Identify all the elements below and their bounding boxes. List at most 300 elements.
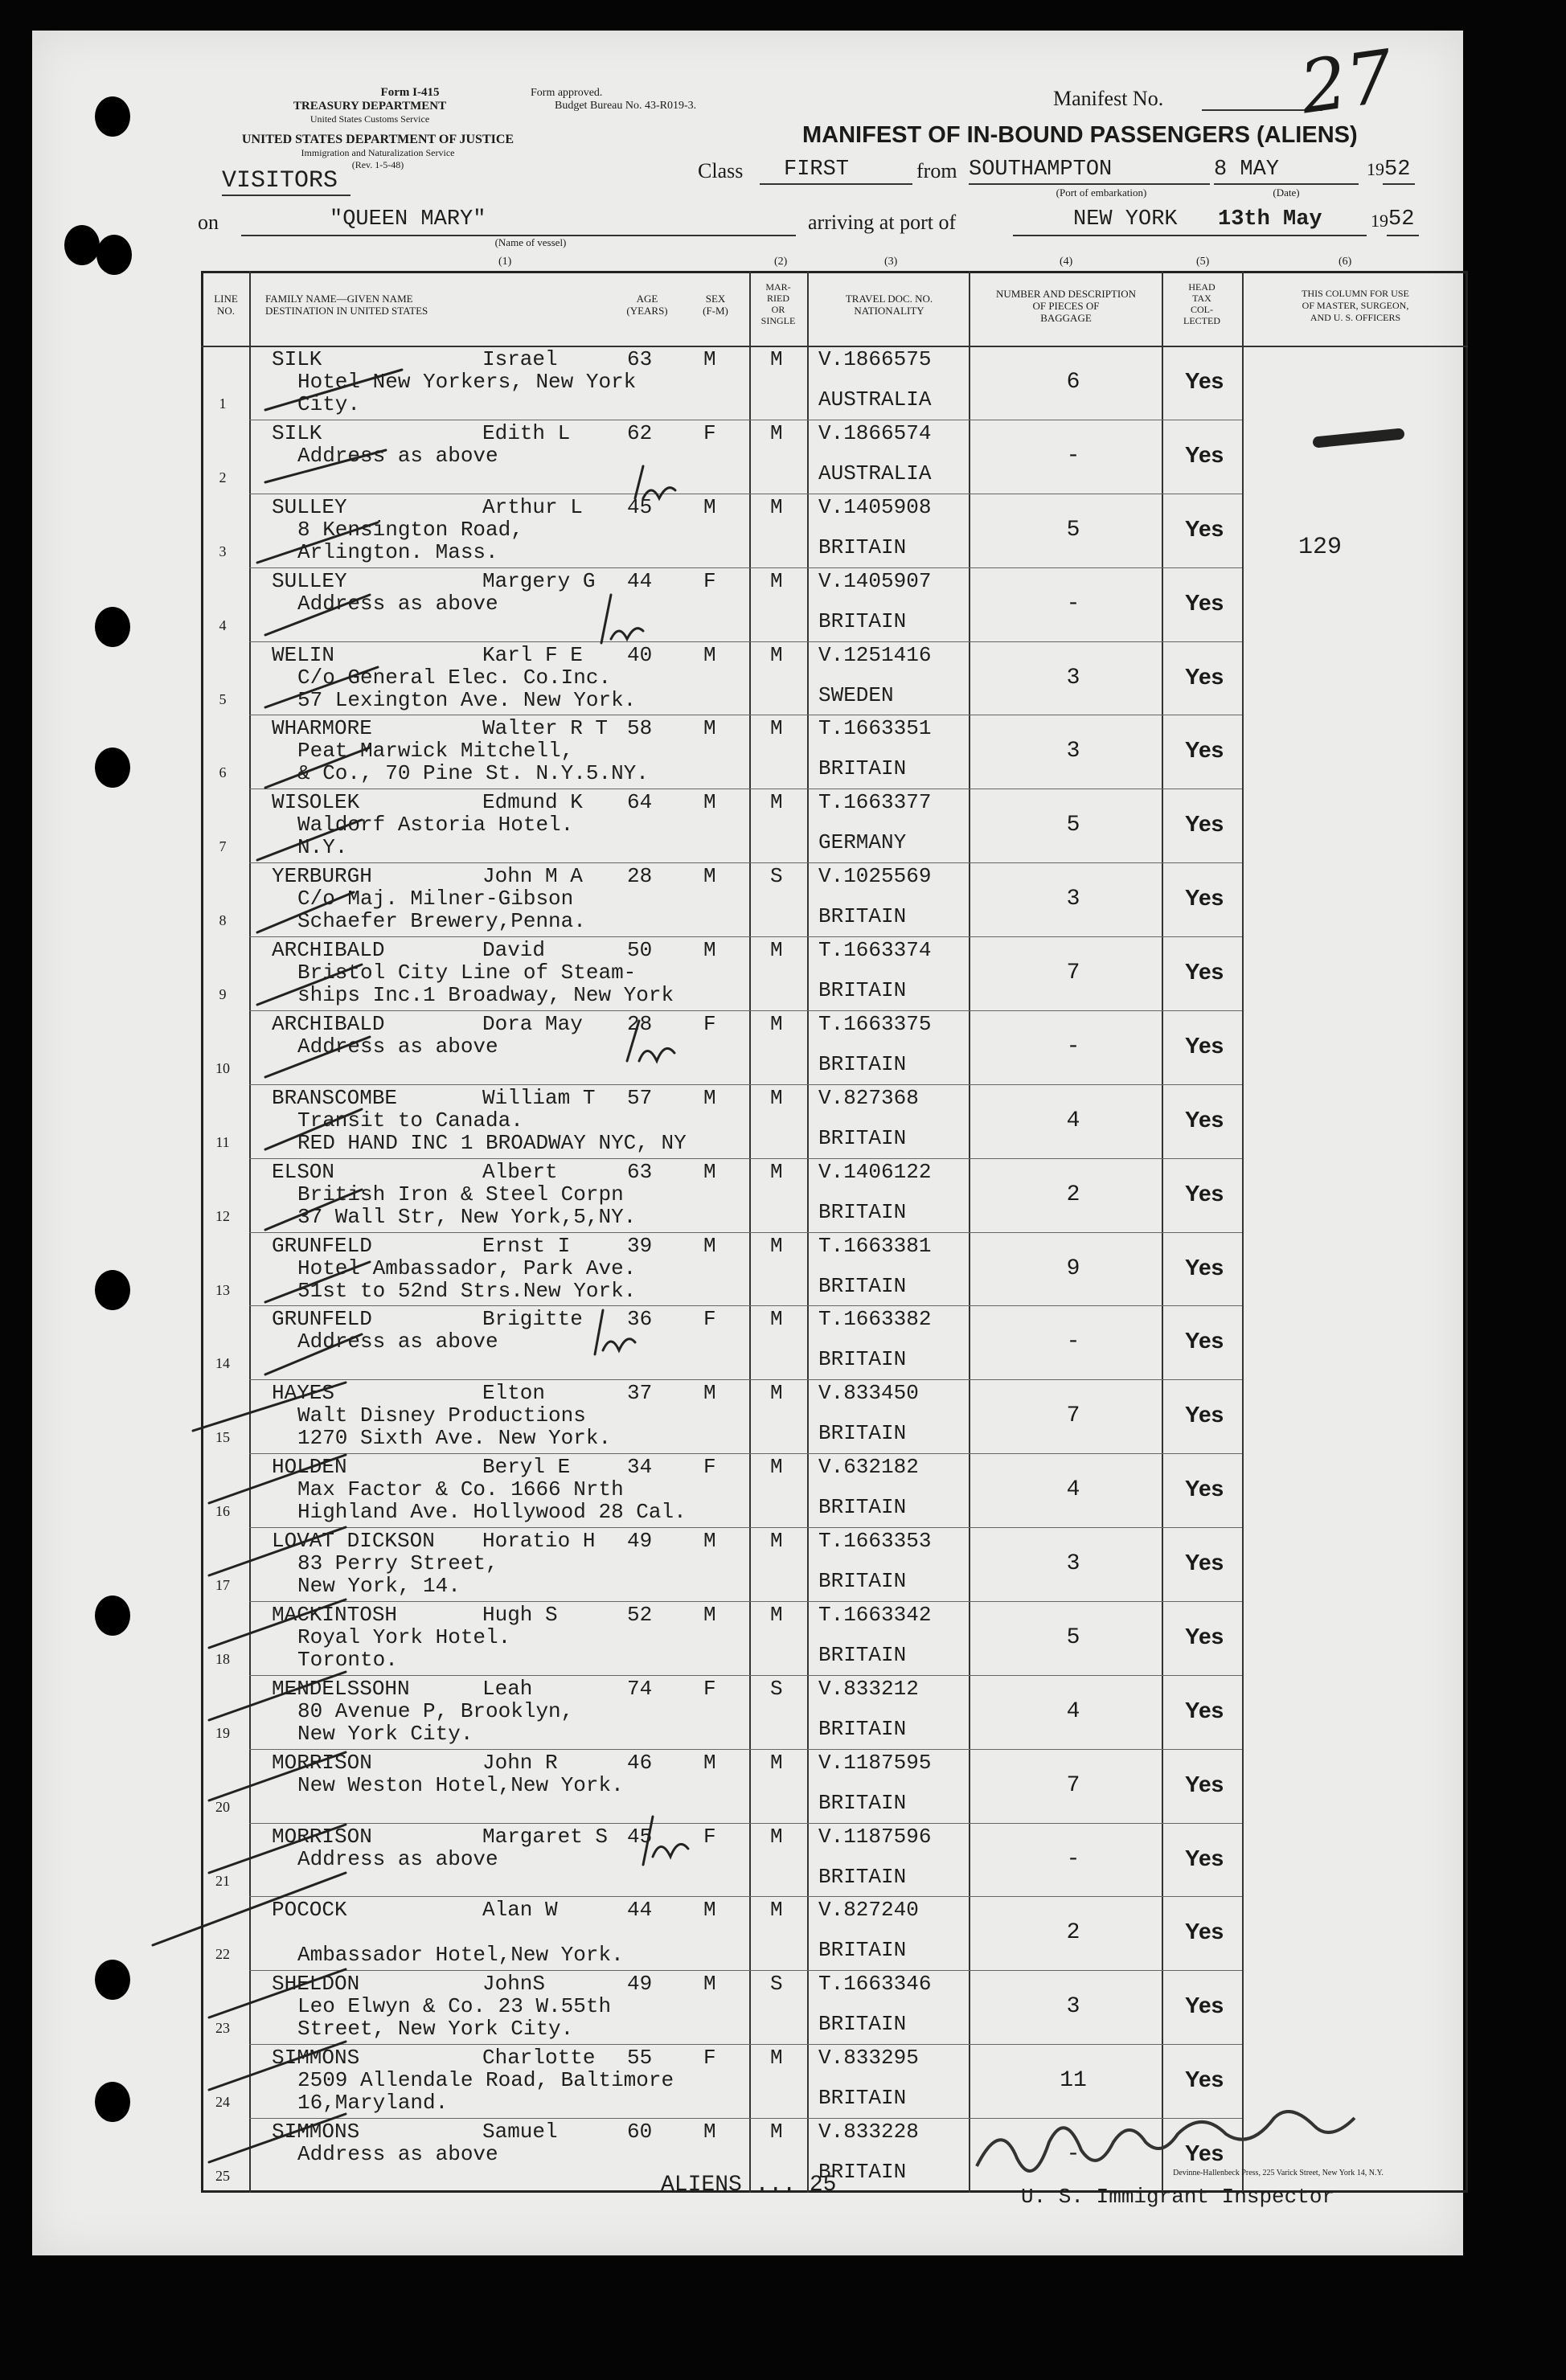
baggage-count: - (1066, 1329, 1080, 1355)
address-line-1: Address as above (297, 2142, 498, 2167)
age: 55 (627, 2046, 653, 2071)
sex: M (703, 1898, 716, 1923)
head-tax-collected: Yes (1184, 1919, 1224, 1944)
line-number: 2 (219, 469, 227, 485)
nationality: AUSTRALIA (818, 387, 932, 412)
header-age: AGE (YEARS) (626, 293, 668, 317)
header-baggage: NUMBER AND DESCRIPTION OF PIECES OF BAGGAGE (995, 288, 1137, 324)
revision: (Rev. 1-5-48) (351, 159, 404, 170)
baggage-count: 5 (1066, 517, 1080, 543)
head-tax-collected: Yes (1184, 959, 1224, 985)
address-line-2: ships Inc.1 Broadway, New York (297, 983, 674, 1008)
address-line-1: Address as above (297, 1846, 498, 1871)
given-name: Margaret S (482, 1824, 609, 1849)
address-line-1: Bristol City Line of Steam- (297, 961, 637, 985)
head-tax-collected: Yes (1184, 1402, 1224, 1428)
given-name: John M A (482, 864, 583, 889)
sex: M (703, 1602, 716, 1627)
address-line-1: New Weston Hotel,New York. (297, 1772, 624, 1797)
address-line-1: British Iron & Steel Corpn (297, 1182, 624, 1206)
head-tax-collected: Yes (1184, 589, 1224, 615)
travel-doc-number: V.833450 (818, 1381, 919, 1406)
age: 46 (627, 1750, 653, 1775)
justice-dept: UNITED STATES DEPARTMENT OF JUSTICE (241, 133, 514, 146)
nationality: BRITAIN (818, 1273, 907, 1298)
address-line-2: Street, New York City. (297, 2017, 574, 2042)
head-tax-collected: Yes (1184, 368, 1224, 393)
family-name: ARCHIBALD (272, 1011, 385, 1036)
marital-status: S (770, 1972, 783, 1997)
sex: M (703, 347, 716, 371)
printer-line: Devinne-Hallenbeck Press, 225 Varick Street, New York 14, N.Y. (1173, 2169, 1384, 2177)
sex: M (703, 1972, 716, 1997)
departure-date: 8 MAY (1214, 158, 1280, 182)
head-tax-collected: Yes (1184, 885, 1224, 911)
sex: M (703, 1750, 716, 1775)
age: 37 (627, 1381, 653, 1406)
baggage-count: 4 (1066, 1108, 1080, 1133)
head-tax-collected: Yes (1184, 1623, 1224, 1649)
baggage-count: - (1066, 2142, 1080, 2168)
baggage-count: 7 (1066, 1403, 1080, 1429)
age: 60 (627, 2120, 653, 2144)
customs-service: United States Customs Service (310, 113, 430, 125)
address-line-2: Toronto. (297, 1647, 398, 1672)
line-number: 19 (215, 1724, 230, 1741)
nationality: BRITAIN (818, 1790, 907, 1815)
sex: M (703, 1529, 716, 1554)
baggage-count: 5 (1066, 813, 1080, 838)
age: 64 (627, 790, 653, 815)
address-line-2: Schaefer Brewery,Penna. (297, 909, 586, 934)
given-name: JohnS (482, 1972, 546, 1997)
age: 63 (627, 347, 653, 371)
nationality: BRITAIN (818, 1642, 907, 1667)
given-name: Brigitte (482, 1307, 583, 1332)
head-tax-collected: Yes (1184, 663, 1224, 689)
nationality: BRITAIN (818, 904, 907, 929)
address-line-2: Highland Ave. Hollywood 28 Cal. (297, 1500, 687, 1525)
address-line-2: N.Y. (297, 835, 348, 860)
age: 44 (627, 1898, 653, 1923)
nationality: BRITAIN (818, 1125, 907, 1150)
family-name: SHELDON (272, 1972, 360, 1997)
line-number: 1 (219, 395, 227, 412)
sex: M (703, 1085, 716, 1110)
head-tax-collected: Yes (1184, 811, 1224, 837)
travel-doc-number: T.1663374 (818, 938, 932, 963)
head-tax-collected: Yes (1184, 441, 1224, 467)
sex: M (703, 1233, 716, 1258)
address-line-1: Waldorf Astoria Hotel. (297, 813, 574, 838)
address-line-2: 16,Maryland. (297, 2091, 449, 2116)
nationality: BRITAIN (818, 2160, 907, 2185)
given-name: David (482, 938, 546, 963)
travel-doc-number: V.833295 (818, 2046, 919, 2071)
age: 40 (627, 642, 653, 667)
head-tax-collected: Yes (1184, 1697, 1224, 1723)
address-line-1: Royal York Hotel. (297, 1624, 511, 1649)
head-tax-collected: Yes (1184, 515, 1224, 541)
manifest-no-label: Manifest No. (1053, 87, 1164, 110)
arrival-date: 13th May (1218, 207, 1322, 231)
inspector-label: U. S. Immigrant Inspector (1021, 2185, 1335, 2209)
travel-doc-number: V.1866575 (818, 347, 932, 371)
given-name: Edmund K (482, 790, 583, 815)
given-name: Beryl E (482, 1455, 571, 1480)
marital-status: S (770, 1676, 783, 1701)
age: 62 (627, 420, 653, 445)
line-number: 4 (219, 617, 227, 633)
page-number: 27 (1295, 34, 1399, 131)
family-name: BRANSCOMBE (272, 1085, 398, 1110)
family-name: MORRISON (272, 1824, 372, 1849)
baggage-count: 7 (1066, 961, 1080, 986)
line-number: 14 (215, 1355, 230, 1372)
travel-doc-number: T.1663381 (818, 1233, 932, 1258)
line-number: 12 (215, 1207, 230, 1224)
age: 28 (627, 864, 653, 889)
line-number: 6 (219, 764, 227, 781)
on-label: on (198, 211, 219, 234)
sex: F (703, 1307, 716, 1332)
address-line-1: Hotel Ambassador, Park Ave. (297, 1256, 637, 1280)
address-line-1: C/o Maj. Milner-Gibson (297, 887, 574, 911)
address-line-1: Address as above (297, 1329, 498, 1354)
given-name: Ernst I (482, 1233, 571, 1258)
address-line-1: Walt Disney Productions (297, 1403, 586, 1428)
header-officers: THIS COLUMN FOR USE OF MASTER, SURGEON, AND U. S. OFFICERS (1302, 288, 1409, 323)
head-tax-collected: Yes (1184, 1032, 1224, 1058)
travel-doc-number: V.1405907 (818, 568, 932, 593)
header-head-tax: HEAD TAX COL- LECTED (1183, 281, 1220, 326)
line-number: 3 (219, 543, 227, 559)
given-name: Alan W (482, 1898, 558, 1923)
line-number: 23 (215, 2020, 230, 2037)
family-name: ELSON (272, 1159, 335, 1184)
family-name: SIMMONS (272, 2046, 360, 2071)
travel-doc-number: T.1663351 (818, 716, 932, 741)
header-name: FAMILY NAME—GIVEN NAME DESTINATION IN UNITED STATES (265, 293, 428, 317)
officer-note: 129 (1298, 533, 1343, 561)
header-travel-doc: TRAVEL DOC. NO. NATIONALITY (845, 293, 933, 317)
nationality: BRITAIN (818, 608, 907, 633)
nationality: BRITAIN (818, 1347, 907, 1372)
sex: F (703, 2046, 716, 2071)
baggage-count: 4 (1066, 1477, 1080, 1503)
marital-status: M (770, 1307, 783, 1332)
age: 36 (627, 1307, 653, 1332)
treasury-dept: TREASURY DEPARTMENT (293, 100, 447, 113)
address-line-1: 80 Avenue P, Brooklyn, (297, 1698, 574, 1723)
family-name: GRUNFELD (272, 1307, 372, 1332)
nationality: BRITAIN (818, 1495, 907, 1520)
col-num-6: (6) (1338, 256, 1352, 268)
travel-doc-number: V.1405908 (818, 494, 932, 519)
head-tax-collected: Yes (1184, 737, 1224, 763)
marital-status: M (770, 1011, 783, 1036)
travel-doc-number: V.1025569 (818, 864, 932, 889)
given-name: Albert (482, 1159, 558, 1184)
line-number: 25 (215, 2168, 230, 2185)
travel-doc-number: T.1663375 (818, 1011, 932, 1036)
baggage-count: 3 (1066, 887, 1080, 912)
age: 52 (627, 1602, 653, 1627)
baggage-count: 4 (1066, 1698, 1080, 1724)
travel-doc-number: T.1663382 (818, 1307, 932, 1332)
sex: M (703, 642, 716, 667)
marital-status: M (770, 494, 783, 519)
line-number: 7 (219, 838, 227, 855)
given-name: Samuel (482, 2120, 558, 2144)
family-name: SULLEY (272, 494, 347, 519)
baggage-count: 3 (1066, 1994, 1080, 2020)
address-line-2: City. (297, 392, 361, 416)
sex: F (703, 1676, 716, 1701)
age: 50 (627, 938, 653, 963)
nationality: BRITAIN (818, 2086, 907, 2111)
family-name: SULLEY (272, 568, 347, 593)
nationality: BRITAIN (818, 1199, 907, 1224)
sex: F (703, 1455, 716, 1480)
marital-status: M (770, 420, 783, 445)
visitors-stamp: VISITORS (222, 167, 338, 195)
age: 39 (627, 1233, 653, 1258)
address-line-2: Ambassador Hotel,New York. (297, 1943, 624, 1968)
nationality: BRITAIN (818, 1864, 907, 1889)
nationality: BRITAIN (818, 978, 907, 1003)
age: 28 (627, 1011, 653, 1036)
col-num-2: (2) (774, 256, 788, 268)
head-tax-collected: Yes (1184, 2140, 1224, 2166)
family-name: WHARMORE (272, 716, 372, 741)
line-number: 16 (215, 1503, 230, 1520)
sex: M (703, 864, 716, 889)
nationality: BRITAIN (818, 535, 907, 559)
address-line-2: 57 Lexington Ave. New York. (297, 687, 637, 712)
baggage-count: - (1066, 591, 1080, 617)
travel-doc-number: V.632182 (818, 1455, 919, 1480)
family-name: HOLDEN (272, 1455, 347, 1480)
baggage-count: 3 (1066, 665, 1080, 690)
address-line-1: 2509 Allendale Road, Baltimore (297, 2068, 674, 2093)
form-number: Form I-415 (380, 86, 440, 99)
travel-doc-number: T.1663353 (818, 1529, 932, 1554)
family-name: POCOCK (272, 1898, 347, 1923)
baggage-count: 3 (1066, 739, 1080, 764)
nationality: AUSTRALIA (818, 461, 932, 485)
head-tax-collected: Yes (1184, 1106, 1224, 1132)
manifest-title: MANIFEST OF IN-BOUND PASSENGERS (ALIENS) (802, 122, 1358, 148)
nationality: BRITAIN (818, 1421, 907, 1446)
marital-status: M (770, 1455, 783, 1480)
sex: F (703, 420, 716, 445)
header-married: MAR- RIED OR SINGLE (760, 281, 796, 326)
head-tax-collected: Yes (1184, 2067, 1224, 2092)
marital-status: M (770, 1159, 783, 1184)
col-num-4: (4) (1060, 256, 1073, 268)
budget-number: Budget Bureau No. 43-R019-3. (555, 100, 697, 112)
age: 63 (627, 1159, 653, 1184)
address-line-2: New York, 14. (297, 1574, 461, 1599)
nationality: BRITAIN (818, 1938, 907, 1963)
ins-service: Immigration and Naturalization Service (301, 147, 455, 158)
line-number: 9 (219, 986, 227, 1003)
sex: M (703, 716, 716, 741)
line-number: 13 (215, 1281, 230, 1298)
header-sex: SEX (F-M) (703, 293, 728, 317)
nationality: BRITAIN (818, 756, 907, 781)
header-line-no: LINE NO. (214, 293, 238, 317)
address-line-1: Leo Elwyn & Co. 23 W.55th (297, 1994, 612, 2019)
baggage-count: 9 (1066, 1256, 1080, 1281)
address-line-2: 51st to 52nd Strs.New York. (297, 1278, 637, 1303)
address-line-2: Arlington. Mass. (297, 539, 498, 564)
address-line-1: C/o General Elec. Co.Inc. (297, 665, 612, 690)
sex: M (703, 790, 716, 815)
head-tax-collected: Yes (1184, 1476, 1224, 1501)
baggage-count: - (1066, 1846, 1080, 1872)
line-number: 11 (215, 1133, 230, 1150)
given-name: Leah (482, 1676, 533, 1701)
family-name: YERBURGH (272, 864, 372, 889)
year-prefix: 19 (1367, 159, 1384, 179)
sex: F (703, 568, 716, 593)
marital-status: M (770, 1602, 783, 1627)
marital-status: M (770, 1898, 783, 1923)
baggage-count: 2 (1066, 1182, 1080, 1207)
nationality: BRITAIN (818, 2012, 907, 2037)
head-tax-collected: Yes (1184, 1254, 1224, 1280)
line-number: 17 (215, 1577, 230, 1594)
given-name: Hugh S (482, 1602, 558, 1627)
marital-status: M (770, 642, 783, 667)
address-line-1: Transit to Canada. (297, 1108, 523, 1133)
sex: F (703, 1824, 716, 1849)
given-name: Margery G (482, 568, 596, 593)
arrival-year-prefix: 19 (1371, 211, 1388, 231)
sex: M (703, 494, 716, 519)
line-number: 10 (215, 1059, 230, 1076)
given-name: Walter R T (482, 716, 609, 741)
given-name: Karl F E (482, 642, 583, 667)
line-number: 22 (215, 1946, 230, 1963)
given-name: John R (482, 1750, 558, 1775)
age: 49 (627, 1529, 653, 1554)
port-of-embarkation: SOUTHAMPTON (969, 158, 1113, 182)
arrival-port: NEW YORK (1073, 207, 1178, 231)
sex: M (703, 938, 716, 963)
sex: M (703, 1381, 716, 1406)
address-line-1: 8 Kensington Road, (297, 517, 523, 542)
sex: F (703, 1011, 716, 1036)
travel-doc-number: V.827240 (818, 1898, 919, 1923)
family-name: WISOLEK (272, 790, 360, 815)
from-label: from (916, 159, 957, 182)
class-label: Class (698, 159, 744, 182)
baggage-count: 7 (1066, 1772, 1080, 1798)
family-name: ARCHIBALD (272, 938, 385, 963)
marital-status: M (770, 2046, 783, 2071)
age: 58 (627, 716, 653, 741)
age: 74 (627, 1676, 653, 1701)
family-name: SILK (272, 347, 322, 371)
head-tax-collected: Yes (1184, 1328, 1224, 1354)
baggage-count: - (1066, 1034, 1080, 1059)
marital-status: M (770, 1381, 783, 1406)
given-name: Horatio H (482, 1529, 596, 1554)
travel-doc-number: T.1663377 (818, 790, 932, 815)
marital-status: M (770, 2120, 783, 2144)
age: 45 (627, 1824, 653, 1849)
address-line-1: 83 Perry Street, (297, 1551, 498, 1576)
address-line-1: Address as above (297, 1034, 498, 1059)
departure-year: 52 (1384, 158, 1411, 182)
given-name: Charlotte (482, 2046, 596, 2071)
given-name: William T (482, 1085, 596, 1110)
travel-doc-number: V.1866574 (818, 420, 932, 445)
nationality: BRITAIN (818, 1716, 907, 1741)
line-number: 24 (215, 2094, 230, 2111)
address-line-1: Address as above (297, 443, 498, 468)
travel-doc-number: V.1251416 (818, 642, 932, 667)
travel-doc-number: V.1406122 (818, 1159, 932, 1184)
line-number: 8 (219, 912, 227, 929)
family-name: LOVAT DICKSON (272, 1529, 435, 1554)
marital-status: S (770, 864, 783, 889)
travel-doc-number: T.1663342 (818, 1602, 932, 1627)
marital-status: M (770, 1824, 783, 1849)
baggage-count: 5 (1066, 1624, 1080, 1650)
line-number: 18 (215, 1650, 230, 1667)
baggage-count: 3 (1066, 1551, 1080, 1577)
line-number: 15 (215, 1429, 230, 1446)
family-name: MACKINTOSH (272, 1602, 398, 1627)
col-num-3: (3) (884, 256, 898, 268)
inspector-signature (969, 2110, 1387, 2182)
baggage-count: 2 (1066, 1920, 1080, 1946)
marital-status: M (770, 1233, 783, 1258)
marital-status: M (770, 568, 783, 593)
family-name: SIMMONS (272, 2120, 360, 2144)
marital-status: M (770, 1529, 783, 1554)
travel-doc-number: V.827368 (818, 1085, 919, 1110)
address-line-2: RED HAND INC 1 BROADWAY NYC, NY (297, 1130, 687, 1155)
nationality: BRITAIN (818, 1051, 907, 1076)
family-name: WELIN (272, 642, 335, 667)
address-line-1: Peat Marwick Mitchell, (297, 739, 574, 764)
line-number: 5 (219, 690, 227, 707)
address-line-2: 1270 Sixth Ave. New York. (297, 1426, 612, 1451)
col-num-5: (5) (1196, 256, 1210, 268)
head-tax-collected: Yes (1184, 1845, 1224, 1870)
address-line-1: Address as above (297, 591, 498, 616)
baggage-count: 11 (1060, 2068, 1087, 2094)
marital-status: M (770, 1085, 783, 1110)
travel-doc-number: V.1187596 (818, 1824, 932, 1849)
address-line-1: Max Factor & Co. 1666 Nrth (297, 1477, 624, 1502)
marital-status: M (770, 347, 783, 371)
port-caption: (Port of embarkation) (1056, 186, 1147, 199)
sex: M (703, 2120, 716, 2144)
nationality: SWEDEN (818, 682, 894, 707)
family-name: GRUNFELD (272, 1233, 372, 1258)
travel-doc-number: V.833212 (818, 1676, 919, 1701)
age: 45 (627, 494, 653, 519)
age: 34 (627, 1455, 653, 1480)
nationality: BRITAIN (818, 1569, 907, 1594)
given-name: Elton (482, 1381, 546, 1406)
